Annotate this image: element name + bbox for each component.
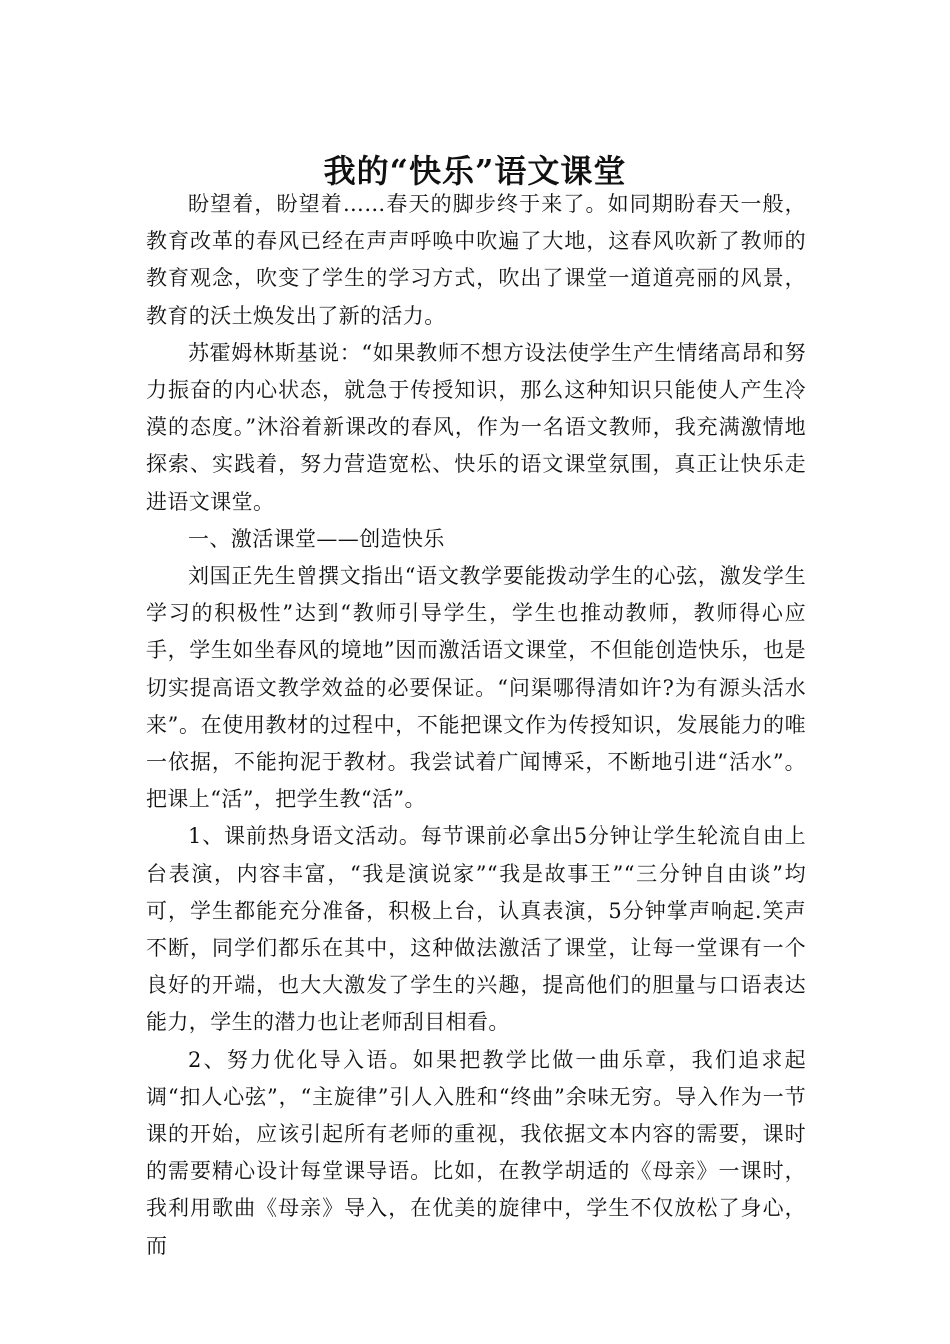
document-body [146, 186, 806, 1265]
paragraph-item-2: 2、努力优化导入语。如果把教学比做一曲乐章，我们追求起调“扣人心弦”，“主旋律”引人入胜和“终曲”余味无穷。导入作为一节课的开始，应该引起所有老师的重视，我依据文本内容的需要，课时的需要精心设计每堂课导语。比如，在教学胡适的《母亲》一课时，我利用歌曲《母亲》导入，在优美的旋律中，学生不仅放松了身心，而 [146, 1047, 806, 1258]
paragraph-item-1: 1、课前热身语文活动。每节课前必拿出5分钟让学生轮流自由上台表演，内容丰富，“我是演说家”“我是故事王”“三分钟自由谈”均可，学生都能充分准备，积极上台，认真表演，5分钟掌声响起.笑声不断，同学们都乐在其中，这种做法激活了课堂，让每一堂课有一个良好的开端，也大大激发了学生的兴趣，提高他们的胆量与口语表达能力，学生的潜力也让老师刮目相看。 [146, 824, 806, 1035]
paragraph-section-1: 刘国正先生曾撰文指出“语文教学要能拨动学生的心弦，激发学生学习的积极性”达到“教师引导学生，学生也推动教师，教师得心应手，学生如坐春风的境地”因而激活语文课堂，不但能创造快乐，也是切实提高语文教学效益的必要保证。“问渠哪得清如许?为有源头活水来”。在使用教材的过程中，不能把课文作为传授知识，发展能力的唯一依据，不能拘泥于教材。我尝试着广闻博采，不断地引进“活水”。把课上“活”，把学生教“活”。 [146, 564, 806, 812]
paragraph-quote: 苏霍姆林斯基说：“如果教师不想方设法使学生产生情绪高昂和努力振奋的内心状态，就急于传授知识，那么这种知识只能使人产生冷漠的态度。”沐浴着新课改的春风，作为一名语文教师，我充满激情地探索、实践着，努力营造宽松、快乐的语文课堂氛围，真正让快乐走进语文课堂。 [146, 340, 806, 514]
section-heading-1: 一、激活课堂——创造快乐 [188, 526, 445, 551]
paragraph-intro: 盼望着，盼望着……春天的脚步终于来了。如同期盼春天一般，教育改革的春风已经在声声呼唤中吹遍了大地，这春风吹新了教师的教育观念，吹变了学生的学习方式，吹出了课堂一道道亮丽的风景，教育的沃土焕发出了新的活力。 [146, 192, 806, 328]
document-title: 我的“快乐”语文课堂 [323, 152, 627, 191]
